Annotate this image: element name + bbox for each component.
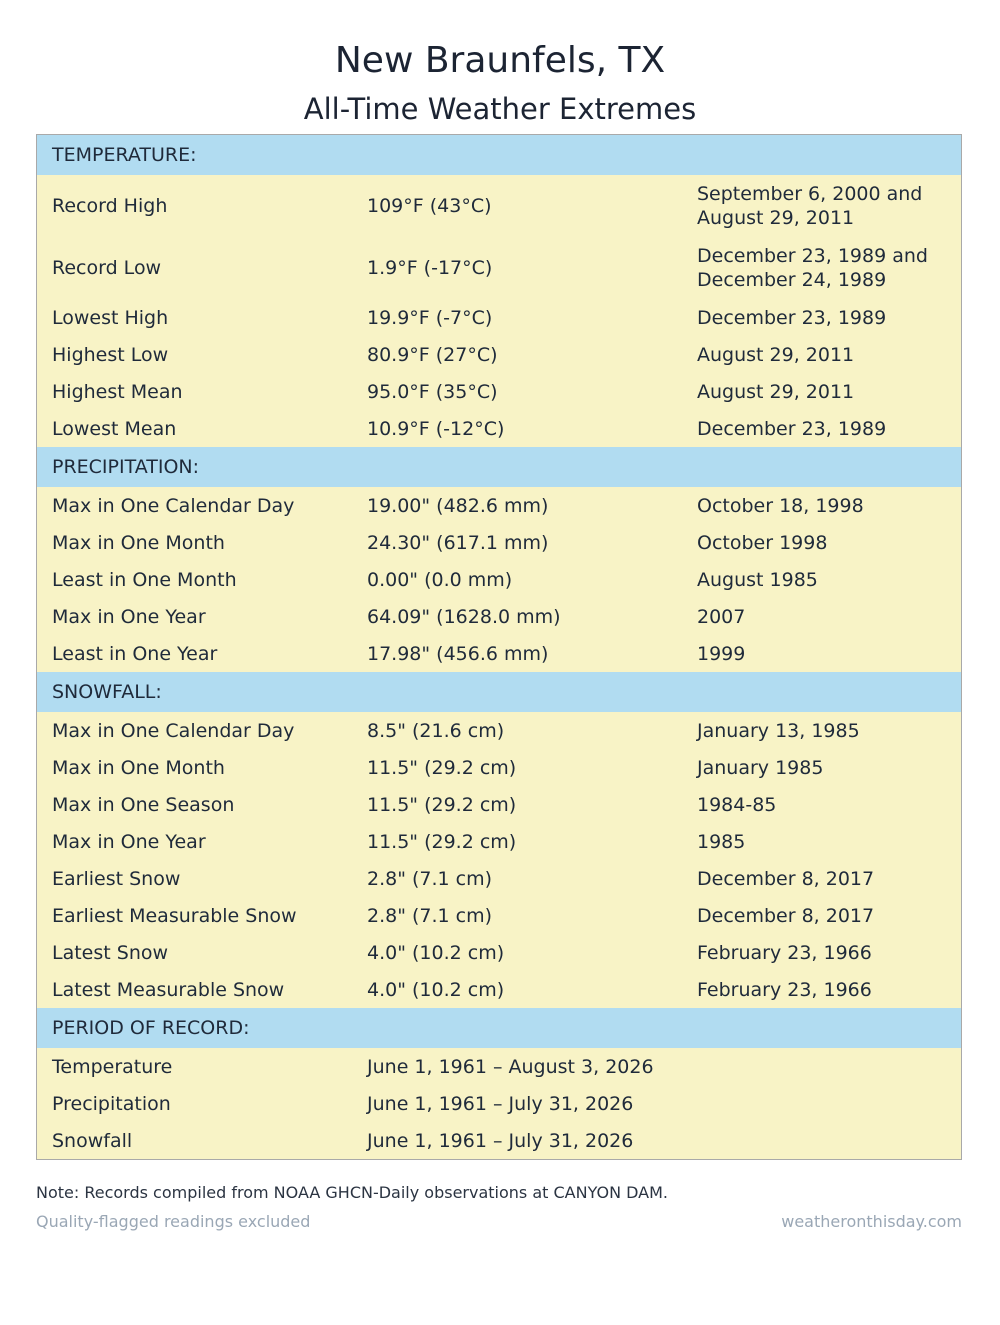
row-value: 95.0°F (35°C) <box>367 380 498 403</box>
row-date: August 1985 <box>697 568 818 591</box>
section-header-precipitation: PRECIPITATION: <box>37 447 961 487</box>
row-label: Snowfall <box>52 1129 133 1152</box>
section-header-temperature: TEMPERATURE: <box>37 135 961 175</box>
row-value: June 1, 1961 – July 31, 2026 <box>367 1129 634 1152</box>
table-row <box>37 786 961 823</box>
table-row <box>37 487 961 524</box>
row-label: Earliest Snow <box>52 867 181 890</box>
row-date: December 23, 1989 <box>697 417 887 440</box>
quality-footnote: Quality-flagged readings excluded <box>36 1212 311 1231</box>
row-date: 1984-85 <box>697 793 777 816</box>
table-row <box>37 749 961 786</box>
row-value: 11.5" (29.2 cm) <box>367 756 517 779</box>
row-date: February 23, 1966 <box>697 978 872 1001</box>
table-row <box>37 860 961 897</box>
table-row <box>37 561 961 598</box>
extremes-table <box>36 134 962 1160</box>
row-date: December 8, 2017 <box>697 904 875 927</box>
row-label: Latest Snow <box>52 941 169 964</box>
table-row <box>37 934 961 971</box>
section-header-snowfall: SNOWFALL: <box>37 672 961 712</box>
row-date: December 23, 1989 <box>697 306 887 329</box>
table-row <box>37 237 961 299</box>
row-value: 11.5" (29.2 cm) <box>367 830 517 853</box>
row-label: Earliest Measurable Snow <box>52 904 297 927</box>
row-value: 0.00" (0.0 mm) <box>367 568 513 591</box>
table-row <box>37 1122 961 1159</box>
table-row <box>37 373 961 410</box>
table-row <box>37 598 961 635</box>
row-value: 8.5" (21.6 cm) <box>367 719 505 742</box>
row-label: Highest Mean <box>52 380 183 403</box>
row-label: Least in One Year <box>52 642 218 665</box>
site-credit: weatheronthisday.com <box>781 1212 962 1231</box>
row-date: 2007 <box>697 605 746 628</box>
row-value: 10.9°F (-12°C) <box>367 417 505 440</box>
row-date: February 23, 1966 <box>697 941 872 964</box>
row-value: 11.5" (29.2 cm) <box>367 793 517 816</box>
row-date: August 29, 2011 <box>697 343 855 366</box>
row-label: Max in One Year <box>52 830 206 853</box>
row-date: October 1998 <box>697 531 828 554</box>
row-date: August 29, 2011 <box>697 380 855 403</box>
row-label: Precipitation <box>52 1092 171 1115</box>
row-date: December 23, 1989 and December 24, 1989 <box>697 245 928 291</box>
table-row <box>37 897 961 934</box>
row-value: June 1, 1961 – July 31, 2026 <box>367 1092 634 1115</box>
table-row <box>37 635 961 672</box>
table-row <box>37 524 961 561</box>
row-value: 24.30" (617.1 mm) <box>367 531 549 554</box>
row-date: September 6, 2000 and August 29, 2011 <box>697 183 923 229</box>
row-value: 80.9°F (27°C) <box>367 343 498 366</box>
table-row <box>37 175 961 237</box>
table-row <box>37 299 961 336</box>
row-value: 4.0" (10.2 cm) <box>367 941 505 964</box>
row-value: 2.8" (7.1 cm) <box>367 867 493 890</box>
row-date: October 18, 1998 <box>697 494 864 517</box>
row-date: January 1985 <box>697 756 824 779</box>
table-row <box>37 1048 961 1085</box>
row-label: Lowest High <box>52 306 169 329</box>
row-label: Latest Measurable Snow <box>52 978 285 1001</box>
row-value: 2.8" (7.1 cm) <box>367 904 493 927</box>
section-header-period-of-record: PERIOD OF RECORD: <box>37 1008 961 1048</box>
table-row <box>37 823 961 860</box>
row-date: 1985 <box>697 830 746 853</box>
table-row <box>37 971 961 1008</box>
page-title: New Braunfels, TX <box>334 40 666 81</box>
row-label: Record Low <box>52 257 162 279</box>
row-label: Max in One Calendar Day <box>52 494 295 517</box>
row-label: Max in One Year <box>52 605 206 628</box>
row-value: 64.09" (1628.0 mm) <box>367 605 561 628</box>
row-value: 19.9°F (-7°C) <box>367 306 493 329</box>
row-value: 4.0" (10.2 cm) <box>367 978 505 1001</box>
row-date: January 13, 1985 <box>697 719 860 742</box>
page-subtitle: All-Time Weather Extremes <box>303 92 697 126</box>
table-row <box>37 336 961 373</box>
table-row <box>37 712 961 749</box>
row-label: Temperature <box>52 1055 173 1078</box>
row-label: Max in One Calendar Day <box>52 719 295 742</box>
row-value: 109°F (43°C) <box>367 195 492 217</box>
row-label: Least in One Month <box>52 568 237 591</box>
row-label: Highest Low <box>52 343 169 366</box>
table-row <box>37 1085 961 1122</box>
row-label: Record High <box>52 195 168 217</box>
source-note: Note: Records compiled from NOAA GHCN-Daily observations at CANYON DAM. <box>36 1183 669 1202</box>
row-value: 19.00" (482.6 mm) <box>367 494 549 517</box>
table-row <box>37 410 961 447</box>
row-value: 17.98" (456.6 mm) <box>367 642 549 665</box>
row-label: Max in One Month <box>52 531 225 554</box>
row-value: June 1, 1961 – August 3, 2026 <box>367 1055 654 1078</box>
row-label: Max in One Month <box>52 756 225 779</box>
row-label: Lowest Mean <box>52 417 177 440</box>
row-label: Max in One Season <box>52 793 235 816</box>
row-date: 1999 <box>697 642 746 665</box>
row-value: 1.9°F (-17°C) <box>367 257 493 279</box>
row-date: December 8, 2017 <box>697 867 875 890</box>
